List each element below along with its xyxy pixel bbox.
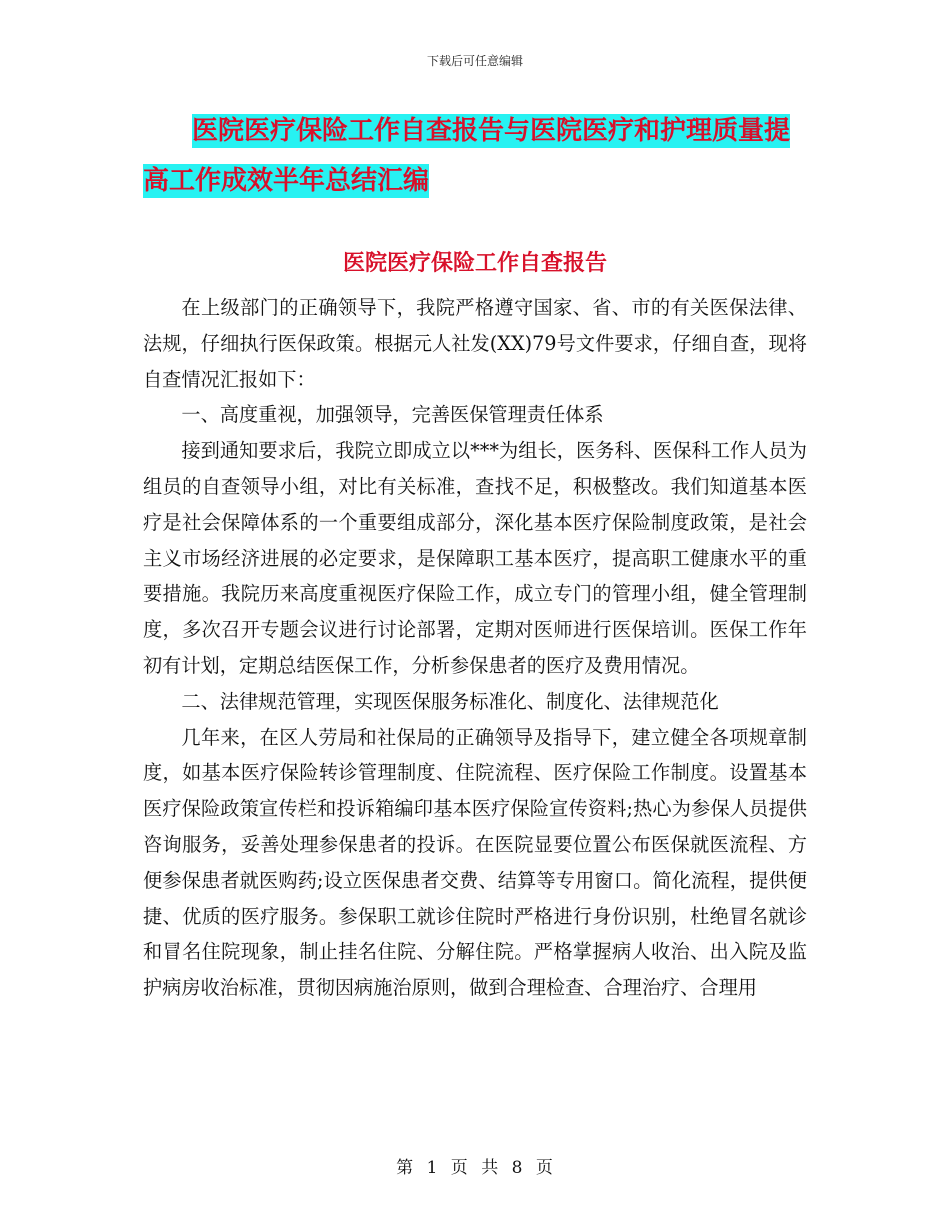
title-line-1-text: 医院医疗保险工作自查报告与医院医疗和护理质量提: [192, 116, 791, 146]
heading-2: 二、法律规范管理，实现医保服务标准化、制度化、法律规范化: [181, 689, 719, 713]
title-line-1: [143, 106, 807, 156]
footer-total-word: 共: [481, 1158, 500, 1178]
footer-current-page: 1: [426, 1158, 439, 1178]
paragraph-2: 几年来，在区人劳局和社保局的正确领导及指导下，建立健全各项规章制度，如基本医疗保险转诊管理制度、住院流程、医疗保险工作制度。设置基本医疗保险政策宣传栏和投诉箱编印基本医疗保险宣传资料;热心为参保人员提供咨询服务，妥善处理参保患者的投诉。在医院显要位置公布医保就医流程、方便参保患者就医购药;设立医保患者交费、结算等专用窗口。简化流程，提供便捷、优质的医疗服务。参保职工就诊住院时严格进行身份识别，杜绝冒名就诊和冒名住院现象，制止挂名住院、分解住院。严格掌握病人收治、出入院及监护病房收治标准，贯彻因病施治原则，做到合理检查、合理治疗、合理用: [143, 725, 807, 1000]
footer-prefix: 第: [396, 1158, 415, 1178]
footer-page-word: 页: [450, 1158, 469, 1178]
page-header-note: 下载后可任意编辑: [426, 54, 523, 68]
section-title: 医院医疗保险工作自查报告: [342, 251, 607, 276]
footer-suffix: 页: [535, 1158, 554, 1178]
title-line-2: [143, 156, 807, 206]
document-title: [143, 106, 807, 206]
paragraph-1: 接到通知要求后，我院立即成立以***为组长，医务科、医保科工作人员为组员的自查领导小组，对比有关标准，查找不足，积极整改。我们知道基本医疗是社会保障体系的一个重要组成部分，深化基本医疗保险制度政策，是社会主义市场经济进展的必定要求，是保障职工基本医疗，提高职工健康水平的重要措施。我院历来高度重视医疗保险工作，成立专门的管理小组，健全管理制度，多次召开专题会议进行讨论部署，定期对医师进行医保培训。医保工作年初有计划，定期总结医保工作，分析参保患者的医疗及费用情况。: [143, 439, 807, 677]
title-line-2-text: 高工作成效半年总结汇编: [143, 166, 430, 196]
heading-1: 一、高度重视，加强领导，完善医保管理责任体系: [181, 403, 604, 427]
footer-total-pages: 8: [511, 1158, 524, 1178]
paragraph-intro: 在上级部门的正确领导下，我院严格遵守国家、省、市的有关医保法律、法规，仔细执行医保政策。根据元人社发(XX)79号文件要求，仔细自查，现将自查情况汇报如下：: [143, 296, 807, 391]
document-body: [143, 290, 807, 1006]
page-footer: [0, 1153, 950, 1178]
